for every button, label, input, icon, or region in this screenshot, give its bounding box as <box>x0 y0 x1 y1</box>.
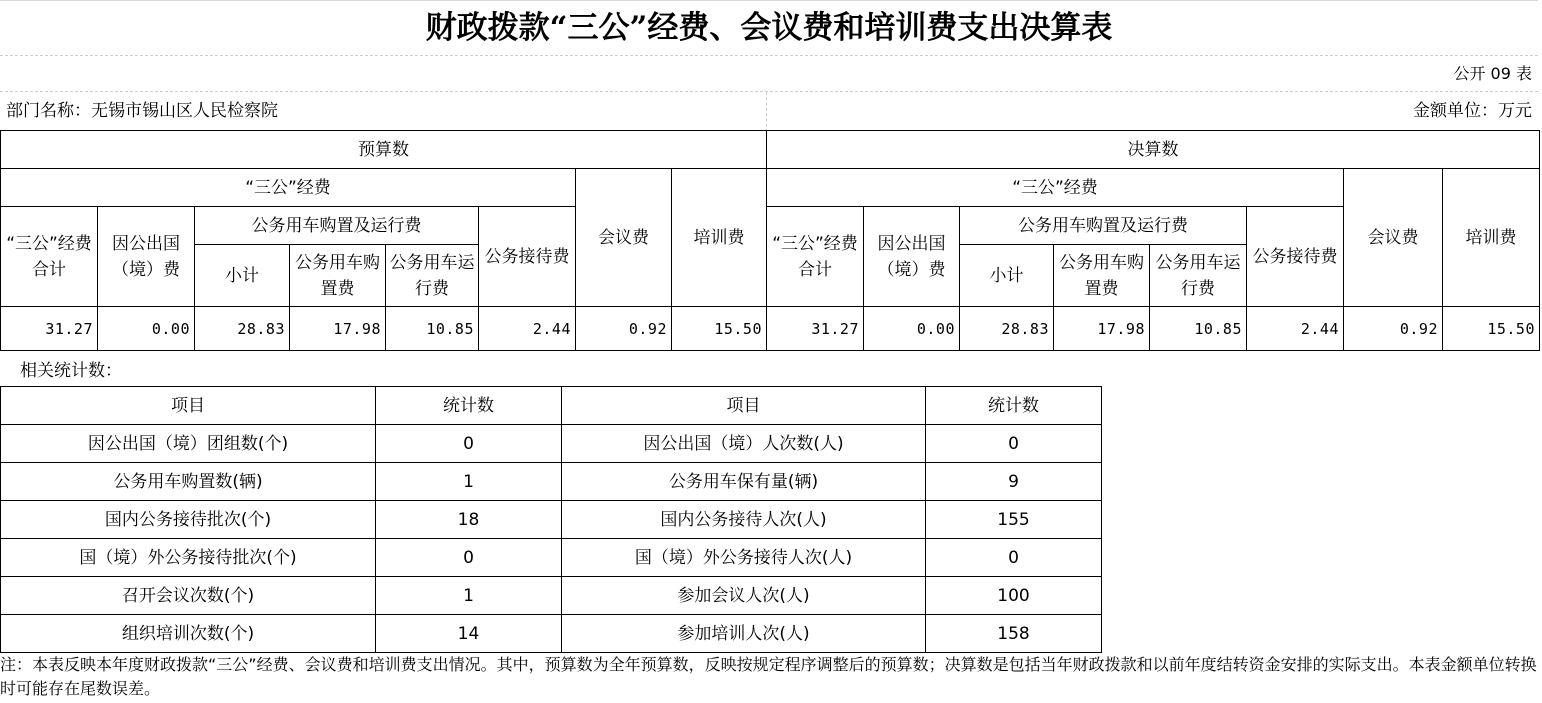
budget-vehicle-purchase-value: 17.98 <box>290 307 386 351</box>
final-abroad-header: 因公出国（境）费 <box>864 207 960 307</box>
final-sangong-header: “三公”经费 <box>767 169 1344 207</box>
final-vehicle-run-value: 10.85 <box>1150 307 1247 351</box>
stats-count: 0 <box>376 539 562 577</box>
table-row <box>1 577 1102 615</box>
final-meeting-header: 会议费 <box>1344 169 1443 307</box>
table-row <box>1 425 1102 463</box>
stats-caption: 相关统计数： <box>20 361 122 381</box>
budget-vehicle-run-header: 公务用车运行费 <box>386 245 479 307</box>
final-training-value: 15.50 <box>1443 307 1540 351</box>
department-name: 部门名称：无锡市锡山区人民检察院 <box>6 101 278 121</box>
budget-reception-header: 公务接待费 <box>479 207 576 307</box>
budget-meeting-value: 0.92 <box>576 307 672 351</box>
final-vehicle-purchase-header: 公务用车购置费 <box>1054 245 1150 307</box>
final-vehicle-group-header: 公务用车购置及运行费 <box>960 207 1247 245</box>
final-subtotal-value: 28.83 <box>960 307 1054 351</box>
table-row <box>1 539 1102 577</box>
stats-count-header: 统计数 <box>926 387 1102 425</box>
stats-item: 国（境）外公务接待人次(人) <box>562 539 926 577</box>
stats-item: 国（境）外公务接待批次(个) <box>1 539 376 577</box>
stats-count: 158 <box>926 615 1102 653</box>
stats-item: 参加培训人次(人) <box>562 615 926 653</box>
table-row <box>1 501 1102 539</box>
budget-subtotal-header: 小计 <box>195 245 290 307</box>
stats-count: 14 <box>376 615 562 653</box>
final-header: 决算数 <box>767 131 1540 169</box>
amount-unit: 金额单位：万元 <box>1413 101 1532 121</box>
budget-vehicle-group-header: 公务用车购置及运行费 <box>195 207 479 245</box>
budget-header: 预算数 <box>1 131 767 169</box>
stats-count: 9 <box>926 463 1102 501</box>
table-row <box>1 615 1102 653</box>
budget-sangong-header: “三公”经费 <box>1 169 576 207</box>
final-vehicle-run-header: 公务用车运行费 <box>1150 245 1247 307</box>
stats-item: 因公出国（境）团组数(个) <box>1 425 376 463</box>
budget-vehicle-purchase-header: 公务用车购置费 <box>290 245 386 307</box>
final-subtotal-header: 小计 <box>960 245 1054 307</box>
stats-item-header: 项目 <box>1 387 376 425</box>
final-meeting-value: 0.92 <box>1344 307 1443 351</box>
page-title: 财政拨款“三公”经费、会议费和培训费支出决算表 <box>425 10 1113 46</box>
stats-table <box>0 386 1102 653</box>
final-training-header: 培训费 <box>1443 169 1540 307</box>
budget-meeting-header: 会议费 <box>576 169 672 307</box>
stats-count: 0 <box>926 425 1102 463</box>
stats-count-header: 统计数 <box>376 387 562 425</box>
stats-item: 国内公务接待人次(人) <box>562 501 926 539</box>
final-vehicle-purchase-value: 17.98 <box>1054 307 1150 351</box>
stats-item: 召开会议次数(个) <box>1 577 376 615</box>
stats-item-header: 项目 <box>562 387 926 425</box>
form-number: 公开 09 表 <box>1453 64 1532 83</box>
stats-item: 公务用车购置数(辆) <box>1 463 376 501</box>
final-reception-value: 2.44 <box>1247 307 1344 351</box>
budget-reception-value: 2.44 <box>479 307 576 351</box>
budget-training-header: 培训费 <box>672 169 767 307</box>
table-row <box>1 463 1102 501</box>
stats-count: 100 <box>926 577 1102 615</box>
final-sangong-total-header: “三公”经费合计 <box>767 207 864 307</box>
budget-vehicle-run-value: 10.85 <box>386 307 479 351</box>
budget-sangong-total-header: “三公”经费合计 <box>1 207 98 307</box>
budget-training-value: 15.50 <box>672 307 767 351</box>
stats-item: 组织培训次数(个) <box>1 615 376 653</box>
expenditure-table <box>0 130 1540 351</box>
final-reception-header: 公务接待费 <box>1247 207 1344 307</box>
stats-item: 因公出国（境）人次数(人) <box>562 425 926 463</box>
stats-count: 18 <box>376 501 562 539</box>
stats-count: 1 <box>376 577 562 615</box>
stats-item: 国内公务接待批次(个) <box>1 501 376 539</box>
footnote: 注：本表反映本年度财政拨款“三公”经费、会议费和培训费支出情况。其中，预算数为全年预算数，反映按规定程序调整后的预算数；决算数是包括当年财政拨款和以前年度结转资金安排的实际支出。本表金额单位转换时可能存在尾数误差。 <box>0 655 1537 698</box>
meta-divider <box>766 92 767 132</box>
budget-abroad-value: 0.00 <box>98 307 195 351</box>
stats-item: 公务用车保有量(辆) <box>562 463 926 501</box>
budget-subtotal-value: 28.83 <box>195 307 290 351</box>
stats-count: 0 <box>376 425 562 463</box>
stats-count: 155 <box>926 501 1102 539</box>
stats-item: 参加会议人次(人) <box>562 577 926 615</box>
final-sangong-total-value: 31.27 <box>767 307 864 351</box>
stats-count: 1 <box>376 463 562 501</box>
final-abroad-value: 0.00 <box>864 307 960 351</box>
budget-sangong-total-value: 31.27 <box>1 307 98 351</box>
budget-abroad-header: 因公出国（境）费 <box>98 207 195 307</box>
stats-count: 0 <box>926 539 1102 577</box>
